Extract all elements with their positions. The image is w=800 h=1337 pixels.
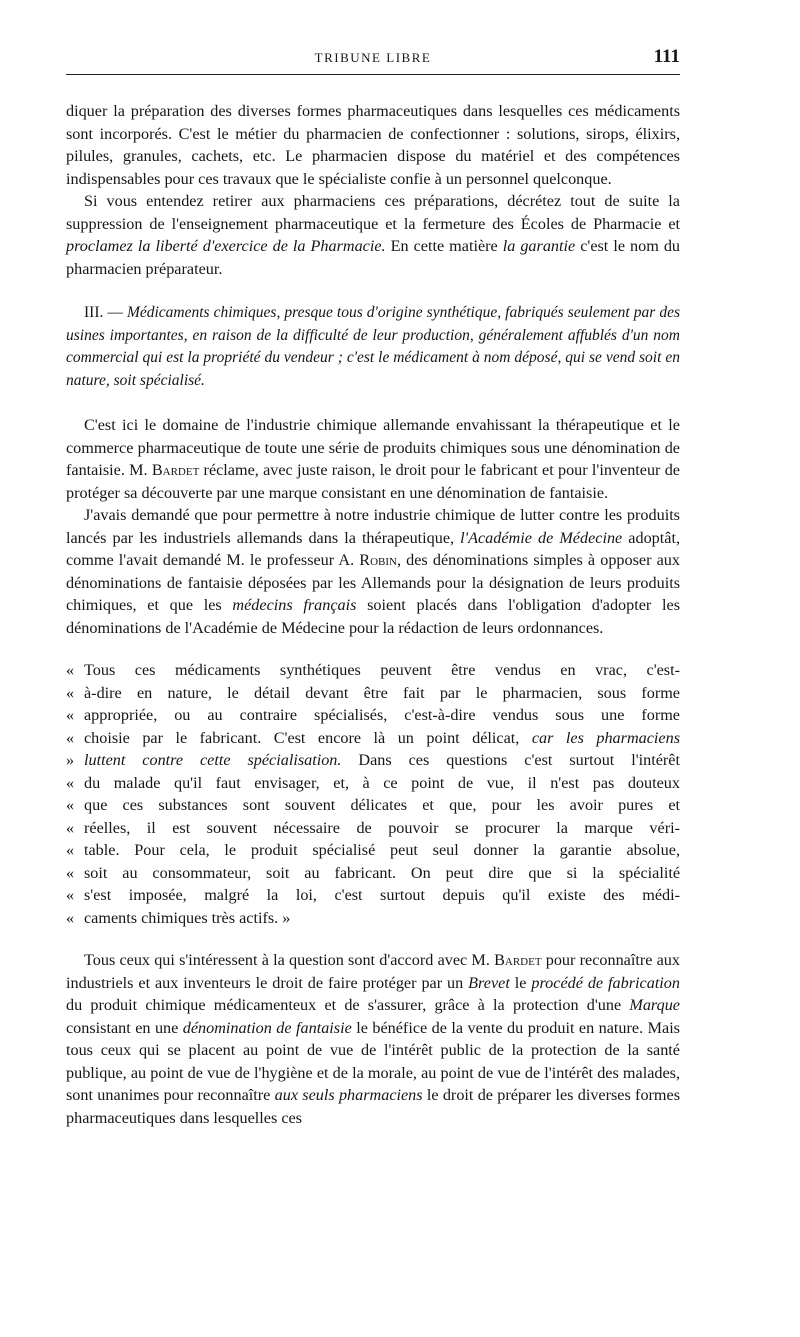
quote-text: table. Pour cela, le produit spécialisé peut seul donner la garantie absolue, [84,841,680,859]
text-span: le [509,973,532,992]
quote-line [66,727,680,750]
quote-line [66,862,680,885]
italic-span: car les pharmaciens [531,728,680,747]
text-span: J'avais demandé que pour permettre à notre industrie chimique de lutter contre les produits lancés par les industriels allemands dans la thérapeutique, [66,506,680,547]
quote-text: s'est imposée, malgré la loi, c'est surtout depuis qu'il existe des médi- [84,886,680,904]
paragraph-2 [66,190,680,280]
quote-mark: « [66,863,75,882]
italic-span: la garantie [502,237,576,255]
quote-mark: « [66,841,75,859]
quote-line [66,839,680,862]
italic-span: proclamez la liberté d'exercice de la Pharmacie. [66,237,386,255]
quote-text: Tous ces médicaments synthétiques peuvent être vendus en vrac, c'est- [84,661,680,679]
quote-line [66,772,680,795]
quote-line [66,794,680,817]
text-span: soient placés dans l'obligation d'adopter les dénominations de l'Académie de Médecine pour la rédaction de leurs ordonnances. [66,596,680,637]
quote-text [84,727,680,750]
italic-span: Brevet [468,973,510,992]
quote-line [66,704,680,727]
quote-mark: « [66,908,75,927]
author-name: Bardet [151,461,200,479]
text-span: c'est le nom du pharmacien préparateur. [66,237,681,278]
text-span: pour reconnaître aux industriels et aux inventeurs le droit de faire protéger par un [66,951,680,992]
quote-mark: « [66,661,75,679]
quote-line [66,884,680,907]
text-span: Dans ces questions c'est surtout l'intérêt [341,751,680,769]
text-span: consistant en une [66,1018,183,1037]
italic-span: procédé de fabrication [531,973,680,992]
italic-span: dénomination de fantaisie [182,1018,352,1037]
quote-line [66,907,680,930]
italic-span: médecins français [232,596,357,614]
text-span: du produit chimique médicamenteux et de s'assurer, grâce à la protection d'une [66,996,630,1014]
paragraph-5 [66,949,680,1129]
quote-mark: « [66,818,75,837]
running-title: TRIBUNE LIBRE [314,50,432,65]
text-span: adoptât, comme l'avait demandé M. le professeur A. [66,528,680,569]
author-name: Bardet [494,951,542,969]
italic-span: Marque [629,996,680,1014]
text-span: réclame, avec juste raison, le droit pour le fabricant et pour l'inventeur de protéger sa découverte par une marque consistant en une dénomination de fantaisie. [66,461,680,502]
quote-mark: « [66,773,75,792]
quote-line [66,682,680,705]
header-rule [66,74,680,75]
page-body [66,100,680,1129]
text-span: le bénéfice de la vente du produit en nature. Mais tous ceux qui se placent au point de vue de l'intérêt public de la protection de la santé publique, au point de vue de l'hygiène et de la morale, au point de vue de l'intérêt des malades, sont unanimes pour reconnaître [66,1018,680,1104]
section-text: Médicaments chimiques, presque tous d'origine synthétique, fabriqués seulement par des usines importantes, en raison de la difficulté de leur production, généralement affublés d'un nom commercial qui est la propriété du vendeur ; c'est le médicament à nom déposé, qui se vend soit en nature, soit spécialisé. [66,304,680,389]
section-heading [66,302,680,392]
quote-mark: « [66,706,75,724]
quote-text: à-dire en nature, le détail devant être fait par le pharmacien, sous forme [84,683,680,702]
text-span: , des dénominations simples à opposer aux dénominations de fantaisie déposées par les Allemands pour la désignation de leurs produits chimiques, et que les [66,551,680,614]
author-name: Robin [359,551,397,569]
block-quote [66,659,680,929]
quote-mark: « [66,728,75,747]
quote-text: soit au consommateur, soit au fabricant. On peut dire que si la spécialité [84,863,680,882]
paragraph-4 [66,504,680,639]
quote-line [66,817,680,840]
text-span: Si vous entendez retirer aux pharmaciens ces préparations, décrétez tout de suite la suppression de l'enseignement pharmaceutique et la fermeture des Écoles de Pharmacie et [66,192,680,233]
quote-mark: » [66,751,75,769]
italic-span: aux seuls pharmaciens [274,1086,423,1104]
page-header [66,46,680,76]
quote-text: du malade qu'il faut envisager, et, à ce point de vue, il n'est pas douteux [84,773,680,792]
quote-mark: « [66,683,75,702]
quote-mark: « [66,796,75,814]
paragraph-1: diquer la préparation des diverses formes pharmaceutiques dans lesquelles ces médicaments sont incorporés. C'est le métier du pharmacien de confectionner : solutions, sirops, élixirs, pilules, granules, cachets, etc. Le pharmacien dispose du matériel et des compétences indispensables pour ces travaux que le spécialiste confie à un personnel quelconque. [66,102,680,188]
quote-text: appropriée, ou au contraire spécialisés, c'est-à-dire vendus sous une forme [84,706,680,724]
italic-span: luttent contre cette spécialisation. [84,751,342,769]
quote-text: que ces substances sont souvent délicates et que, pour les avoir pures et [84,796,680,814]
text-span: Tous ceux qui s'intéressent à la question sont d'accord avec M. [84,951,495,969]
text-span: C'est ici le domaine de l'industrie chimique allemande envahissant la thérapeutique et le commerce pharmaceutique de toute une série de produits chimiques sous une dénomination de fantaisie. M. [66,416,680,479]
text-span: le droit de préparer les diverses formes pharmaceutiques dans lesquelles ces [66,1086,681,1127]
section-number: III. — [84,304,123,321]
quote-text: réelles, il est souvent nécessaire de pouvoir se procurer la marque véri- [84,818,680,837]
text-span: En cette matière [385,237,503,255]
quote-text: caments chimiques très actifs. » [84,908,291,927]
quote-line [66,659,680,682]
italic-span: l'Académie de Médecine [460,528,623,547]
quote-mark: « [66,886,75,904]
text-span: choisie par le fabricant. C'est encore là un point délicat, [84,728,532,747]
page-number: 111 [653,46,680,67]
quote-text [84,749,680,772]
quote-line [66,749,680,772]
paragraph-3 [66,414,680,504]
